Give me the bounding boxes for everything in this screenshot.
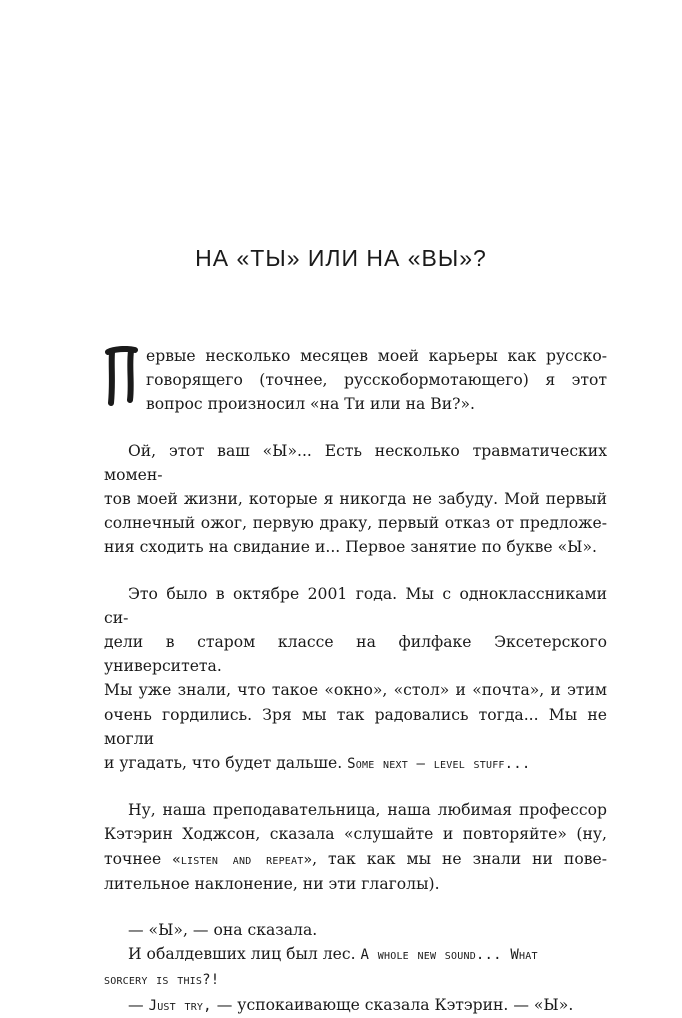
paragraph-1 bbox=[104, 344, 607, 417]
paragraph-3 bbox=[104, 582, 607, 777]
text-line: ервые несколько месяцев моей карьеры как русско- bbox=[146, 347, 607, 365]
chapter-title: НА «ТЫ» ИЛИ НА «ВЫ»? bbox=[195, 245, 487, 271]
handwritten-note: Some next — level stuff... bbox=[347, 756, 531, 773]
text-fragment: , так как мы не знали ни пове- bbox=[312, 849, 607, 868]
text-line bbox=[104, 847, 607, 872]
handwritten-note: «listen and repeat» bbox=[172, 851, 313, 868]
text-fragment: — успокаивающе сказала Кэтэрин. — «Ы». bbox=[216, 995, 574, 1014]
text-line: Кэтэрин Ходжсон, сказала «слушайте и повторяйте» (ну, bbox=[104, 825, 607, 844]
handwritten-note: Just try, bbox=[148, 997, 212, 1014]
dialogue-line bbox=[104, 993, 607, 1018]
text-line: тов моей жизни, которые я никогда не забуду. Мой первый bbox=[104, 490, 607, 509]
text-line: дели в старом классе на филфаке Эксетерского университета. bbox=[104, 633, 607, 676]
text-line: Ну, наша преподавательница, наша любимая профессор bbox=[128, 801, 607, 820]
text-fragment: точнее bbox=[104, 849, 162, 868]
dialogue-line bbox=[104, 967, 607, 992]
paragraph-2 bbox=[104, 439, 607, 560]
paragraph-4 bbox=[104, 798, 607, 896]
dialogue-line bbox=[104, 942, 607, 967]
text-line: очень гордились. Зря мы так радовались тогда... Мы не могли bbox=[104, 705, 607, 748]
text-line: солнечный ожог, первую драку, первый отказ от предложе- bbox=[104, 514, 607, 533]
text-line: лительное наклонение, ни эти глаголы). bbox=[104, 874, 440, 893]
text-line: ния сходить на свидание и... Первое занятие по букве «Ы». bbox=[104, 538, 598, 557]
text-line: вопрос произносил «на Ти или на Ви?». bbox=[146, 395, 475, 414]
handwritten-note: A whole new sound... What bbox=[360, 947, 538, 964]
dialogue-line: — «Ы», — она сказала. bbox=[128, 921, 318, 940]
text-line: Это было в октябре 2001 года. Мы с одноклассниками си- bbox=[104, 584, 607, 627]
text-line: Ой, этот ваш «Ы»... Есть несколько травматических момен- bbox=[104, 441, 607, 484]
dropcap-p-letter bbox=[104, 346, 138, 406]
handwritten-note: sorcery is this?! bbox=[104, 972, 220, 989]
text-fragment: И обалдевших лиц был лес. bbox=[128, 945, 356, 964]
dialogue bbox=[104, 918, 607, 1018]
text-fragment: и угадать, что будет дальше. bbox=[104, 754, 343, 773]
text-fragment: — bbox=[128, 995, 144, 1014]
text-line: говорящего (точнее, русскобормотающего) я этот bbox=[146, 371, 607, 390]
text-line bbox=[104, 751, 607, 776]
chapter-body bbox=[104, 344, 607, 1018]
text-line: Мы уже знали, что такое «окно», «стол» и «почта», и этим bbox=[104, 681, 607, 700]
